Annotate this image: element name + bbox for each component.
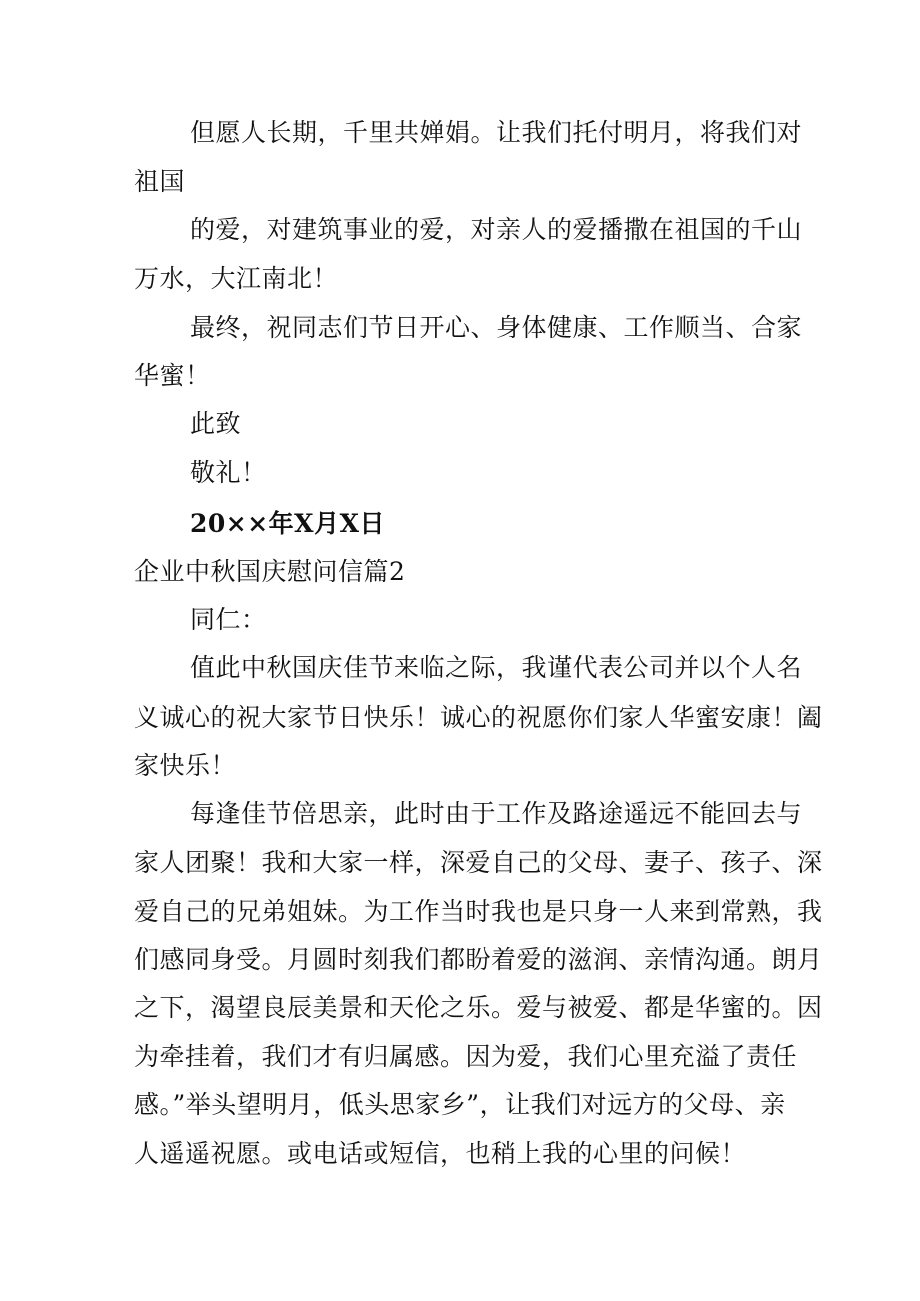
paragraph-line: 义诚心的祝大家节日快乐！诚心的祝愿你们家人华蜜安康！阖	[134, 703, 823, 732]
salutation: 同仁：	[190, 605, 267, 634]
date-line: 20××年X月X日	[190, 509, 385, 538]
paragraph-line: 感。”举头望明月，低头思家乡”，让我们对远方的父母、亲	[134, 1090, 786, 1119]
section-heading: 企业中秋国庆慰问信篇2	[134, 557, 406, 586]
paragraph-line: 家快乐！	[134, 751, 237, 780]
paragraph-line: 每逢佳节倍思亲，此时由于工作及路途遥远不能回去与	[190, 799, 803, 828]
paragraph-line: 值此中秋国庆佳节来临之际，我谨代表公司并以个人名	[190, 653, 803, 682]
paragraph-line: 华蜜！	[134, 361, 211, 390]
paragraph-line: 万水，大江南北！	[134, 264, 339, 293]
paragraph-line: 最终，祝同志们节日开心、身体健康、工作顺当、合家	[190, 313, 803, 342]
paragraph-line: 们感同身受。月圆时刻我们都盼着爱的滋润、亲情沟通。朗月	[134, 945, 823, 974]
paragraph-line: 之下，渴望良辰美景和天伦之乐。爱与被爱、都是华蜜的。因	[134, 993, 823, 1022]
paragraph-line: 的爱，对建筑事业的爱，对亲人的爱播撒在祖国的千山	[190, 215, 803, 244]
closing-line: 敬礼！	[190, 458, 267, 487]
paragraph-line: 家人团聚！我和大家一样，深爱自己的父母、妻子、孩子、深	[134, 848, 823, 877]
paragraph-line: 爱自己的兄弟姐妹。为工作当时我也是只身一人来到常熟，我	[134, 897, 823, 926]
paragraph-line: 人遥遥祝愿。或电话或短信，也稍上我的心里的问候！	[134, 1139, 747, 1168]
closing-line: 此致	[190, 409, 242, 438]
paragraph-line: 但愿人长期，千里共婵娟。让我们托付明月，将我们对	[190, 118, 803, 147]
paragraph-line: 为牵挂着，我们才有归属感。因为爱，我们心里充溢了责任	[134, 1042, 798, 1071]
paragraph-line: 祖国	[134, 167, 186, 196]
